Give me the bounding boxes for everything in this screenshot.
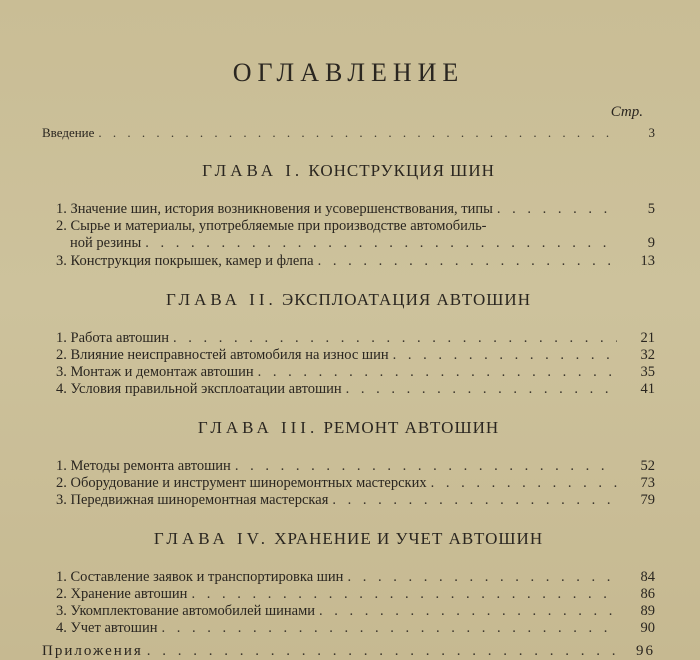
entry-label: 3. Монтаж и демонтаж автошин (56, 364, 254, 380)
leader-dots (346, 381, 617, 398)
entry-label: 3. Конструкция покрышек, камер и флепа (56, 253, 314, 269)
entry-label: 2. Сырье и материалы, употребляемые при производстве автомобиль- (56, 218, 487, 234)
entry-page: 35 (640, 364, 655, 380)
chapter-heading-2 (42, 290, 655, 310)
page-title: ОГЛАВЛЕНИЕ (232, 58, 465, 87)
chapter-prefix: ГЛАВА IV. (153, 529, 270, 548)
entry-page: 52 (640, 458, 655, 474)
toc-entry (56, 458, 655, 475)
toc-entry (56, 364, 655, 381)
leader-dots (332, 492, 617, 509)
entry-page: 5 (647, 201, 655, 217)
leader-dots (431, 475, 617, 492)
entry-page: 13 (640, 253, 655, 269)
leader-dots (318, 253, 617, 270)
leader-dots (145, 235, 617, 252)
entry-page: 73 (640, 475, 655, 491)
leader-dots (235, 458, 617, 475)
page-column-header: Стр. (610, 104, 643, 120)
toc-entry (56, 381, 655, 398)
chapter-3-items (56, 458, 655, 509)
toc-entry (56, 603, 655, 620)
toc-entry (56, 330, 655, 347)
chapter-name: ЭКСПЛОАТАЦИЯ АВТОШИН (281, 290, 531, 309)
entry-label: 2. Оборудование и инструмент шиноремонтных мастерских (56, 475, 427, 491)
entry-page: 41 (640, 381, 655, 397)
chapter-4-items (56, 569, 655, 637)
chapter-prefix: ГЛАВА I. (202, 161, 304, 180)
entry-label: 1. Работа автошин (56, 330, 170, 346)
entry-label: Приложения (42, 643, 143, 659)
chapter-prefix: ГЛАВА II. (166, 290, 277, 309)
leader-dots (147, 643, 617, 660)
leader-dots (347, 569, 617, 586)
chapter-name: КОНСТРУКЦИЯ ШИН (308, 161, 495, 180)
toc-entry (56, 492, 655, 509)
entry-label: 4. Учет автошин (56, 620, 158, 636)
entry-label: 4. Условия правильной эксплоатации автошин (56, 381, 342, 397)
entry-page: 86 (640, 586, 655, 602)
entry-label: 1. Значение шин, история возникновения и усовершенствования, типы (56, 201, 493, 217)
toc-entry (56, 201, 655, 218)
toc-entry (56, 218, 655, 252)
entry-page: 89 (640, 603, 655, 619)
leader-dots (319, 603, 617, 620)
entry-page: 9 (647, 235, 655, 251)
chapter-1-items (56, 201, 655, 270)
entry-page: 21 (640, 330, 655, 346)
chapter-2-items (56, 330, 655, 398)
toc-entry (56, 620, 655, 637)
chapter-heading-1 (42, 161, 655, 181)
entry-label: 3. Передвижная шиноремонтная мастерская (56, 492, 329, 508)
leader-dots (258, 364, 617, 381)
leader-dots (191, 586, 617, 603)
toc-appendix-entry (42, 643, 655, 660)
chapter-name: РЕМОНТ АВТОШИН (323, 418, 500, 437)
chapter-heading-3 (42, 418, 655, 438)
entry-label: 2. Влияние неисправностей автомобиля на износ шин (56, 347, 389, 363)
entry-page: 32 (640, 347, 655, 363)
chapter-prefix: ГЛАВА III. (197, 418, 319, 437)
leader-dots (98, 124, 617, 141)
entry-page: 84 (640, 569, 655, 585)
entry-page: 3 (648, 125, 655, 140)
entry-label: 1. Методы ремонта автошин (56, 458, 231, 474)
toc-entry (56, 347, 655, 364)
leader-dots (161, 620, 617, 637)
chapter-heading-4 (42, 529, 655, 549)
entry-label: Введение (42, 125, 95, 140)
entry-label: 1. Составление заявок и транспортировка шин (56, 569, 344, 585)
chapter-name: ХРАНЕНИЕ И УЧЕТ АВТОШИН (274, 529, 544, 548)
toc-intro-entry (42, 124, 655, 141)
entry-page: 79 (640, 492, 655, 508)
toc-entry (56, 475, 655, 492)
leader-dots (497, 201, 617, 218)
toc-entry (56, 586, 655, 603)
entry-label: 3. Укомплектование автомобилей шинами (56, 603, 316, 619)
toc-entry (56, 253, 655, 270)
leader-dots (393, 347, 617, 364)
entry-page: 90 (640, 620, 655, 636)
entry-label-continued: ной резины (70, 235, 142, 251)
entry-label: 2. Хранение автошин (56, 586, 188, 602)
toc-entry (56, 569, 655, 586)
entry-page: 96 (636, 643, 655, 659)
leader-dots (173, 330, 617, 347)
